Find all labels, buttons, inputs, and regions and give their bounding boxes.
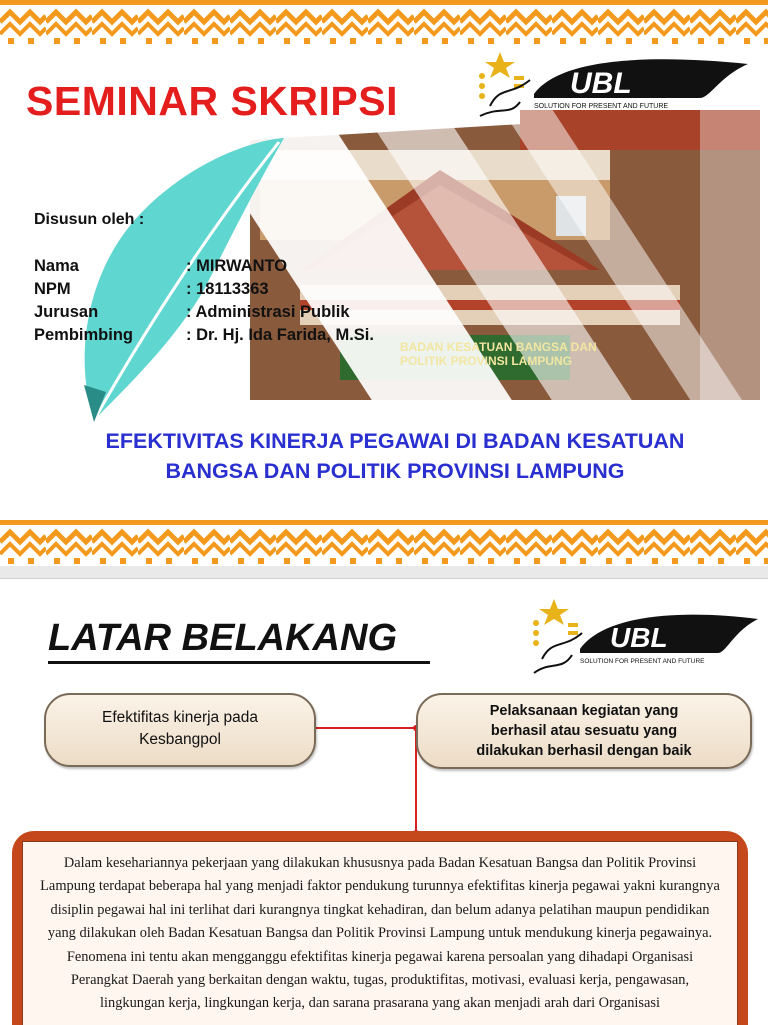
paragraph-frame xyxy=(12,831,748,1025)
box-line: Efektifitas kinerja pada xyxy=(102,709,258,726)
box-line: Kesbangpol xyxy=(139,731,221,748)
box-line: dilakukan berhasil dengan baik xyxy=(476,743,692,759)
ubl-logo xyxy=(470,46,750,126)
thesis-title xyxy=(30,426,760,486)
logo-tagline: SOLUTION FOR PRESENT AND FUTURE xyxy=(534,103,669,110)
field-value: : 18113363 xyxy=(186,280,269,298)
field-value: : MIRWANTO xyxy=(186,257,288,275)
bottom-ornament-border xyxy=(0,520,768,566)
slide-divider xyxy=(0,566,768,578)
slide-background xyxy=(0,578,768,1025)
logo-text: UBL xyxy=(570,67,632,100)
thesis-title-line: EFEKTIVITAS KINERJA PEGAWAI DI BADAN KESATUAN xyxy=(105,429,685,453)
box-line: berhasil atau sesuatu yang xyxy=(490,723,678,739)
background-paragraph: Dalam kesehariannya pekerjaan yang dilakukan khususnya pada Badan Kesatuan Bangsa dan Politik Provinsi Lampung terdapat beberapa hal yang menjadi faktor pendukung turunnya efektifitas kinerja pegawai yakni kurangnya disiplin pegawai hal ini terlihat dari kurangnya tingkat kehadiran, dan belum adanya pelatihan maupun pendidikan yang dilakukan oleh Badan Kesatuan Bangsa dan Politik Provinsi Lampung untuk mendukung kinerja pegawainya. Fenomena ini tentu akan mengganggu efektifitas kinerja pegawai karena persoalan yang dihadapi Organisasi Perangkat Daerah yang berkaitan dengan waktu, tugas, produktifitas, motivasi, evaluasi kerja, pengawasan, lingkungan kerja, lingkungan kerja, dan sarana prasarana yang akan menjadi arah dari Organisasi xyxy=(40,855,720,1012)
box-line: Pelaksanaan kegiatan yang xyxy=(489,703,679,719)
field-value: : Administrasi Publik xyxy=(186,303,350,321)
slide-title: SEMINAR SKRIPSI xyxy=(26,78,398,124)
section-title: LATAR BELAKANG xyxy=(48,617,397,659)
field-label: Nama xyxy=(34,257,79,275)
building-sign: BADAN KESATUAN BANGSA DAN POLITIK PROVINSI LAMPUNG xyxy=(400,340,597,368)
concept-box-definition xyxy=(416,693,752,769)
concept-box-effectiveness xyxy=(44,693,316,767)
field-value: : Dr. Hj. Ida Farida, M.Si. xyxy=(186,326,374,344)
star-icon xyxy=(485,52,515,78)
logo-text: UBL xyxy=(610,622,668,653)
field-row-supervisor xyxy=(34,326,454,348)
paragraph-box xyxy=(22,841,738,1025)
prepared-by-label: Disusun oleh : xyxy=(34,211,145,228)
field-label: Pembimbing xyxy=(34,326,134,344)
logo-tagline: SOLUTION FOR PRESENT AND FUTURE xyxy=(580,658,705,665)
field-label: Jurusan xyxy=(34,303,99,321)
thesis-title-line: BANGSA DAN POLITIK PROVINSI LAMPUNG xyxy=(165,459,625,483)
field-row-npm xyxy=(34,280,454,302)
field-label: NPM xyxy=(34,280,71,298)
field-row-department xyxy=(34,303,454,325)
field-row-name xyxy=(34,257,454,279)
